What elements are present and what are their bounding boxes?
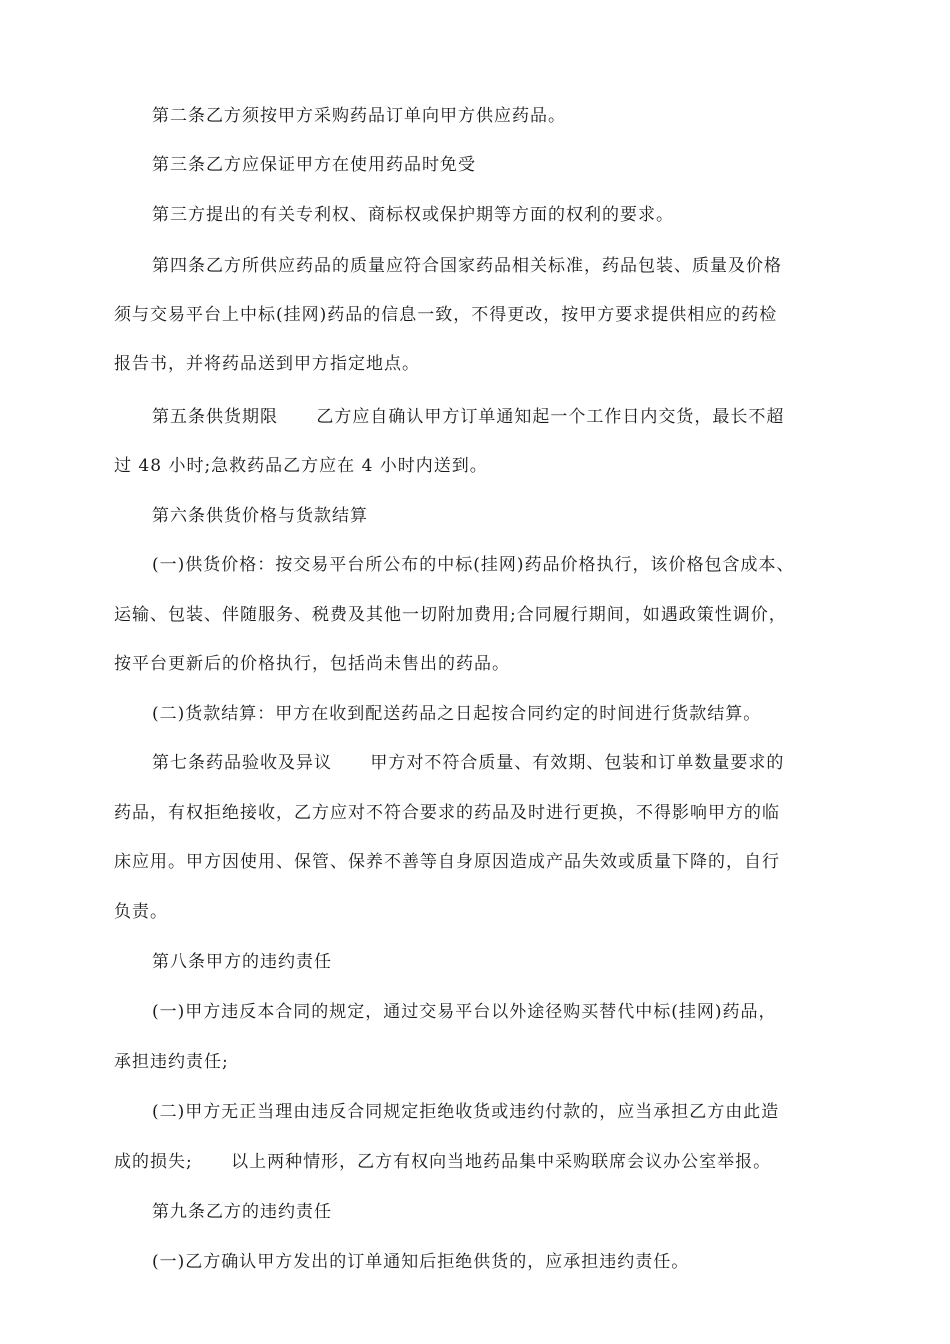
paragraph-line: 第六条供货价格与货款结算 bbox=[152, 506, 368, 526]
paragraph-line: 第五条供货期限 乙方应自确认甲方订单通知起一个工作日内交货，最长不超 bbox=[152, 407, 785, 427]
paragraph-line: 负责。 bbox=[114, 902, 168, 922]
paragraph-line: 须与交易平台上中标(挂网)药品的信息一致，不得更改，按甲方要求提供相应的药检 bbox=[114, 305, 778, 325]
paragraph-line: (二)货款结算：甲方在收到配送药品之日起按合同约定的时间进行货款结算。 bbox=[152, 704, 762, 724]
paragraph-line: (一)甲方违反本合同的规定，通过交易平台以外途径购买替代中标(挂网)药品， bbox=[152, 1002, 777, 1022]
paragraph-line: 第九条乙方的违约责任 bbox=[152, 1202, 332, 1222]
paragraph-line: (一)乙方确认甲方发出的订单通知后拒绝供货的，应承担违约责任。 bbox=[152, 1252, 690, 1272]
paragraph-line: 承担违约责任; bbox=[114, 1052, 229, 1072]
paragraph-line: 第二条乙方须按甲方采购药品订单向甲方供应药品。 bbox=[152, 106, 566, 126]
paragraph-line: 过 48 小时;急救药品乙方应在 4 小时内送到。 bbox=[114, 456, 488, 476]
paragraph-line: 药品，有权拒绝接收，乙方应对不符合要求的药品及时进行更换，不得影响甲方的临 bbox=[114, 803, 780, 823]
paragraph-line: 床应用。甲方因使用、保管、保养不善等自身原因造成产品失效或质量下降的，自行 bbox=[114, 852, 780, 872]
paragraph-line: 成的损失; 以上两种情形，乙方有权向当地药品集中采购联席会议办公室举报。 bbox=[114, 1152, 772, 1172]
paragraph-line: 第四条乙方所供应药品的质量应符合国家药品相关标准，药品包装、质量及价格 bbox=[152, 256, 782, 276]
paragraph-line: 报告书，并将药品送到甲方指定地点。 bbox=[114, 354, 420, 374]
paragraph-line: 第三方提出的有关专利权、商标权或保护期等方面的权利的要求。 bbox=[152, 205, 674, 225]
paragraph-line: 运输、包装、伴随服务、税费及其他一切附加费用;合同履行期间，如遇政策性调价， bbox=[114, 605, 787, 625]
paragraph-line: (二)甲方无正当理由违反合同规定拒绝收货或违约付款的，应当承担乙方由此造 bbox=[152, 1102, 780, 1122]
paragraph-line: 第三条乙方应保证甲方在使用药品时免受 bbox=[152, 155, 476, 175]
paragraph-line: 第七条药品验收及异议 甲方对不符合质量、有效期、包装和订单数量要求的 bbox=[152, 753, 785, 773]
paragraph-line: 按平台更新后的价格执行，包括尚未售出的药品。 bbox=[114, 654, 510, 674]
paragraph-line: 第八条甲方的违约责任 bbox=[152, 952, 332, 972]
paragraph-line: (一)供货价格：按交易平台所公布的中标(挂网)药品价格执行，该价格包含成本、 bbox=[152, 555, 795, 575]
